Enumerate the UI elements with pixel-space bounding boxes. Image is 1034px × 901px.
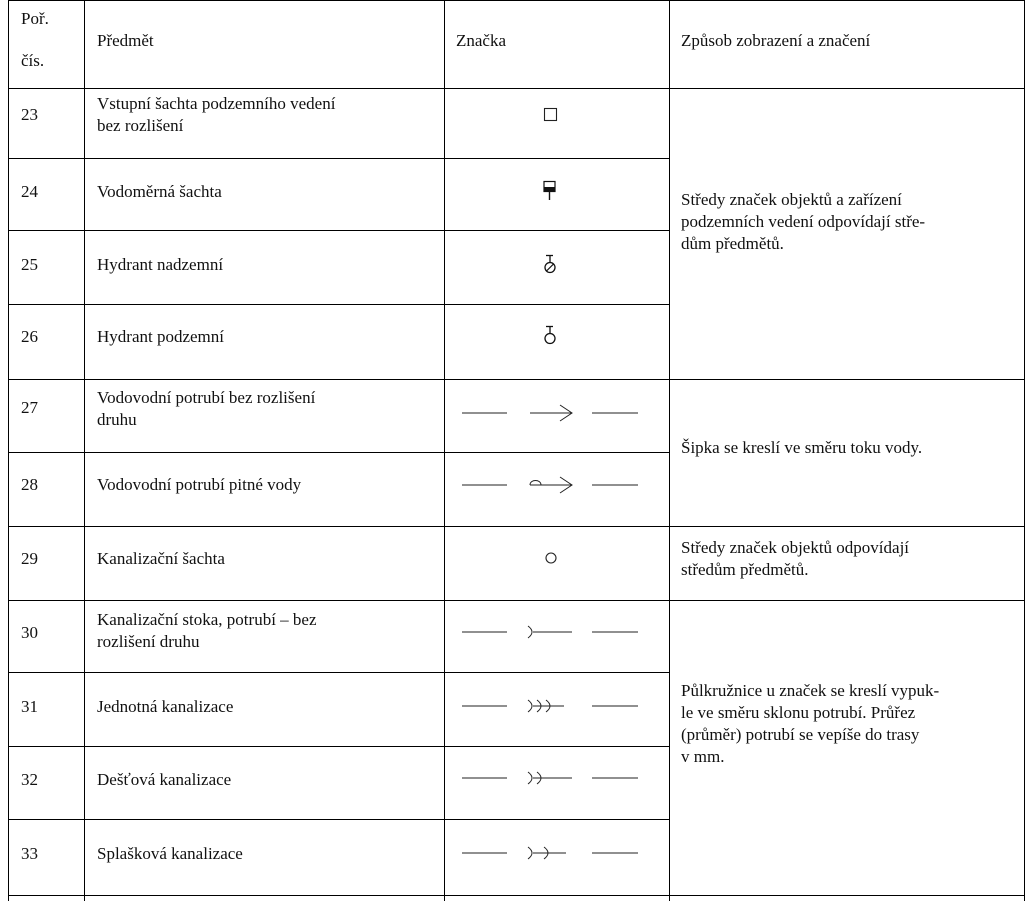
underground-hydrant-icon	[543, 324, 559, 348]
note-line: Středy značek objektů a zařízení	[681, 190, 902, 209]
row-divider	[8, 672, 669, 673]
square-manhole-icon	[543, 107, 559, 123]
table-border-top	[8, 0, 1025, 1]
water-meter-shaft-icon	[542, 180, 558, 204]
row-item-line: Hydrant podzemní	[97, 327, 224, 346]
row-item-line: Kanalizační stoka, potrubí – bez	[97, 610, 317, 629]
row-item-line: Vodovodní potrubí pitné vody	[97, 475, 302, 494]
water-pipe-arrow-icon	[462, 401, 642, 425]
row-divider	[8, 746, 669, 747]
row-number: 33	[21, 844, 38, 863]
note-line: středům předmětů.	[681, 560, 809, 579]
row-item-line: druhu	[97, 410, 137, 429]
note-line: v mm.	[681, 747, 725, 766]
note-line: le ve směru sklonu potrubí. Průřez	[681, 703, 916, 722]
drinking-water-pipe-icon	[462, 473, 642, 497]
note-line: Půlkružnice u značek se kreslí vypuk-	[681, 681, 940, 700]
note-line: dům předmětů.	[681, 234, 784, 253]
row-divider	[8, 230, 669, 231]
row-item-line: Hydrant nadzemní	[97, 255, 224, 274]
note-line: Středy značek objektů odpovídají	[681, 538, 910, 557]
row-number: 24	[21, 182, 38, 201]
row-item-line: Dešťová kanalizace	[97, 770, 232, 789]
column-divider	[669, 0, 670, 901]
row-number: 25	[21, 255, 38, 274]
foul-sewer-icon	[462, 841, 642, 865]
row-number: 30	[21, 623, 38, 642]
table-border-bottom	[8, 895, 1025, 896]
row-item-line: Splašková kanalizace	[97, 844, 243, 863]
combined-sewer-icon	[462, 694, 642, 718]
row-number: 26	[21, 327, 38, 346]
row-divider	[8, 452, 669, 453]
row-number: 32	[21, 770, 38, 789]
above-ground-hydrant-icon	[543, 253, 559, 277]
note-line: podzemních vedení odpovídají stře-	[681, 212, 926, 231]
table-border-right	[1024, 0, 1025, 901]
header-symbol: Značka	[456, 31, 507, 50]
table-border-left	[8, 0, 9, 901]
row-divider	[8, 304, 669, 305]
group-divider	[8, 526, 1025, 527]
group-divider	[8, 379, 1025, 380]
storm-sewer-icon	[462, 766, 642, 790]
row-item-line: Vstupní šachta podzemního vedení	[97, 94, 336, 113]
row-item-line: bez rozlišení	[97, 116, 184, 135]
sewer-pipe-icon	[462, 620, 642, 644]
row-number: 28	[21, 475, 38, 494]
sewer-shaft-circle-icon	[544, 551, 560, 567]
row-divider	[8, 819, 669, 820]
header-divider	[8, 88, 1025, 89]
row-number: 29	[21, 549, 38, 568]
note-line: (průměr) potrubí se vepíše do trasy	[681, 725, 920, 744]
row-number: 23	[21, 105, 38, 124]
row-item-line: Kanalizační šachta	[97, 549, 225, 568]
row-divider	[8, 158, 669, 159]
note-line: Šipka se kreslí ve směru toku vody.	[681, 438, 923, 457]
header-num-line2: čís.	[21, 51, 45, 70]
column-divider	[444, 0, 445, 901]
row-number: 27	[21, 398, 38, 417]
group-divider	[8, 600, 1025, 601]
row-item-line: Vodoměrná šachta	[97, 182, 222, 201]
header-method: Způsob zobrazení a značení	[681, 31, 871, 50]
row-item-line: Vodovodní potrubí bez rozlišení	[97, 388, 316, 407]
column-divider	[84, 0, 85, 901]
row-item-line: rozlišení druhu	[97, 632, 200, 651]
row-item-line: Jednotná kanalizace	[97, 697, 234, 716]
header-num-line1: Poř.	[21, 9, 49, 28]
header-item: Předmět	[97, 31, 154, 50]
row-number: 31	[21, 697, 38, 716]
